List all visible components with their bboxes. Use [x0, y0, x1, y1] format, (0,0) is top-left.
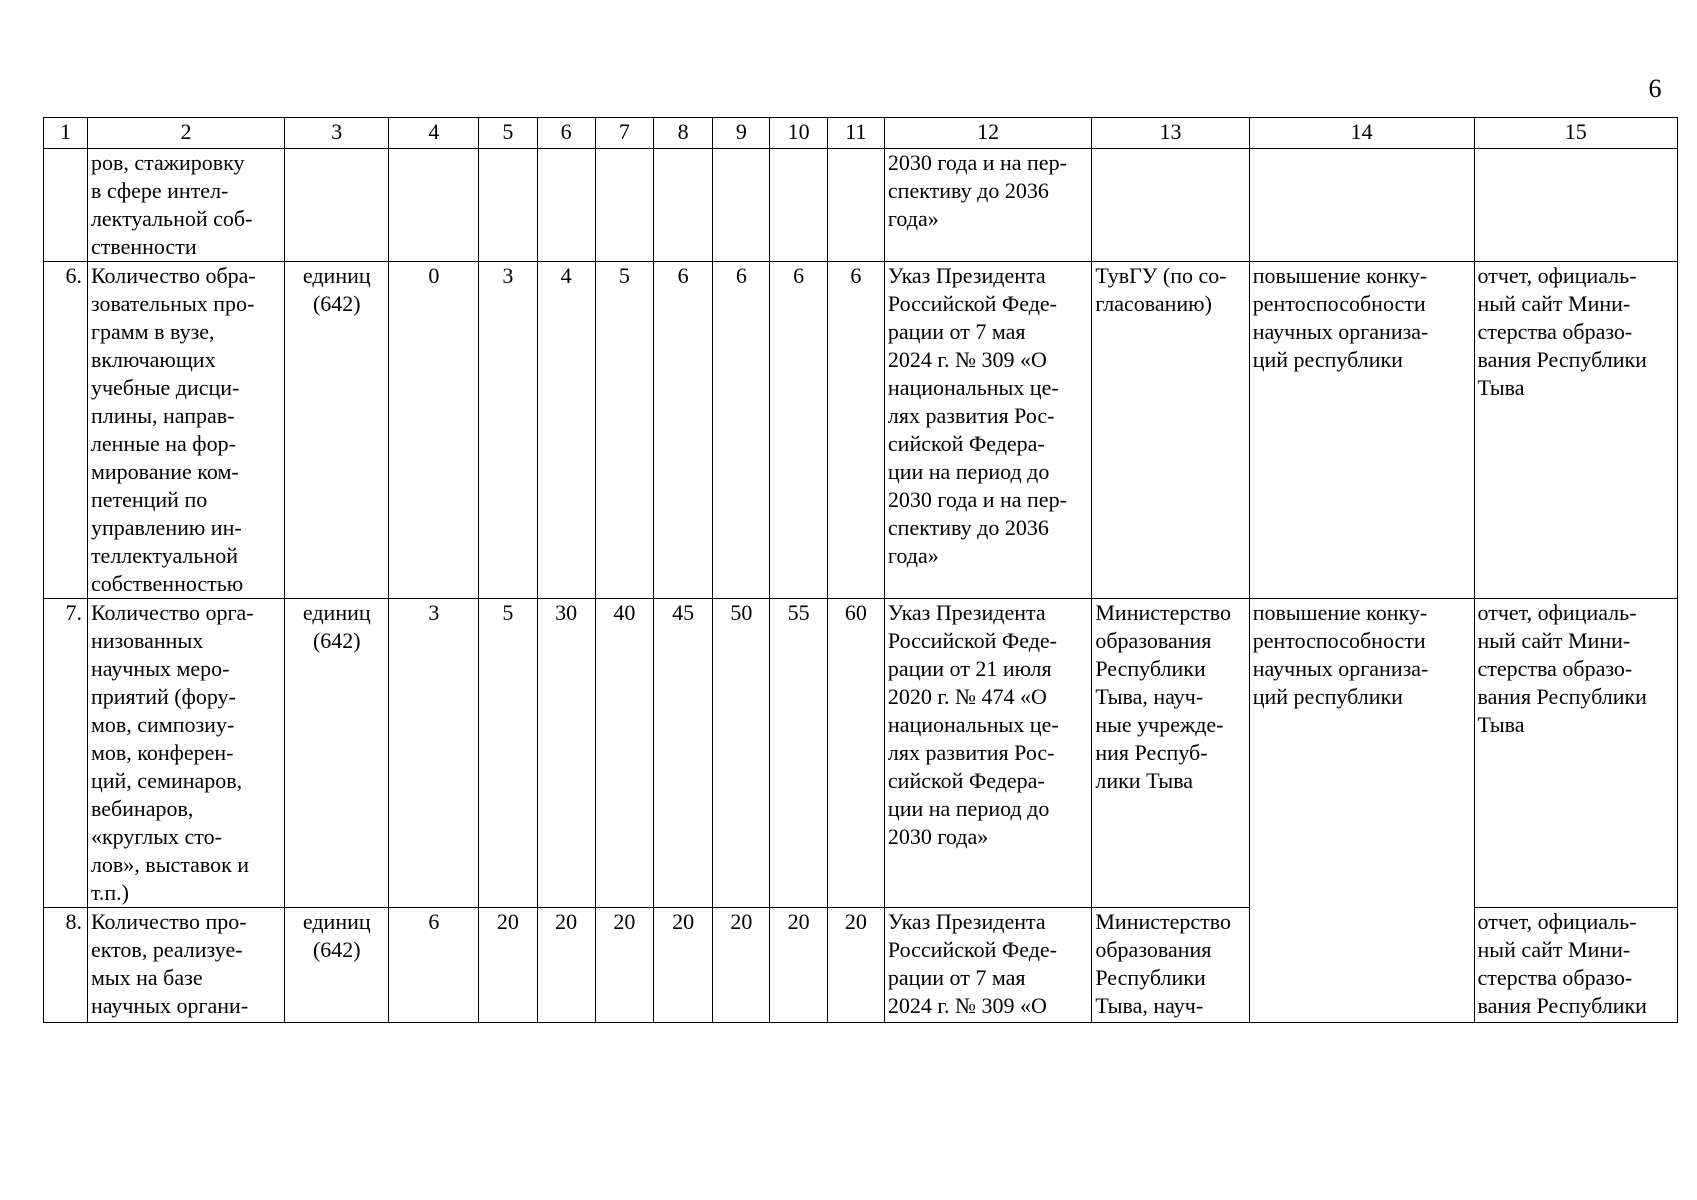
value-cell — [827, 149, 884, 262]
basis-cell: Указ Президента Российской Феде- рации от 7 мая 2024 г. № 309 «О — [884, 908, 1091, 1023]
value-cell — [595, 149, 653, 262]
table-row — [44, 908, 1678, 1023]
basis-cell: Указ Президента Российской Феде- рации от 21 июля 2020 г. № 474 «О национальных це- лях развития Рос- сийской Федера- ции на период до 2030 года» — [884, 599, 1091, 908]
value-cell: 5 — [595, 262, 653, 599]
source-cell: отчет, официаль- ный сайт Мини- стерства образо- вания Республики — [1474, 908, 1677, 1023]
basis-cell: Указ Президента Российской Феде- рации от 7 мая 2024 г. № 309 «О национальных це- лях развития Рос- сийской Федера- ции на период до 2030 года и на пер- спективу до 2036 года» — [884, 262, 1091, 599]
value-cell: 6 — [654, 262, 713, 599]
row-number: 8. — [44, 908, 88, 1023]
col-header: 4 — [389, 118, 479, 149]
indicator-name: ров, стажировку в сфере интел- лектуальной соб- ственности — [87, 149, 284, 262]
value-cell: 6 — [770, 262, 827, 599]
col-header: 9 — [713, 118, 770, 149]
effect-cell — [1249, 149, 1474, 262]
col-header: 8 — [654, 118, 713, 149]
value-cell: 20 — [827, 908, 884, 1023]
value-cell: 60 — [827, 599, 884, 908]
responsible-cell: ТувГУ (по со- гласованию) — [1092, 262, 1249, 599]
value-cell: 6 — [389, 908, 479, 1023]
value-cell: 45 — [654, 599, 713, 908]
table-row — [44, 262, 1678, 599]
col-header: 15 — [1474, 118, 1677, 149]
row-number: 6. — [44, 262, 88, 599]
value-cell: 6 — [713, 262, 770, 599]
source-cell: отчет, официаль- ный сайт Мини- стерства образо- вания Республики Тыва — [1474, 262, 1677, 599]
col-header: 6 — [537, 118, 595, 149]
col-header: 7 — [595, 118, 653, 149]
value-cell — [713, 149, 770, 262]
value-cell: 20 — [479, 908, 537, 1023]
col-header: 11 — [827, 118, 884, 149]
header-row — [44, 118, 1678, 149]
page-number: 6 — [1648, 74, 1662, 103]
indicators-table — [43, 117, 1678, 1023]
value-cell: 6 — [827, 262, 884, 599]
responsible-cell: Министерство образования Республики Тыва, науч- — [1092, 908, 1249, 1023]
value-cell: 20 — [770, 908, 827, 1023]
row-number: 7. — [44, 599, 88, 908]
col-header: 10 — [770, 118, 827, 149]
table-row — [44, 149, 1678, 262]
value-cell: 20 — [654, 908, 713, 1023]
value-cell: 20 — [595, 908, 653, 1023]
value-cell: 20 — [537, 908, 595, 1023]
row-number — [44, 149, 88, 262]
value-cell: 3 — [479, 262, 537, 599]
value-cell: 0 — [389, 262, 479, 599]
unit-cell — [285, 149, 389, 262]
value-cell — [479, 149, 537, 262]
value-cell — [654, 149, 713, 262]
effect-cell: повышение конку- рентоспособности научных организа- ций республики — [1249, 262, 1474, 599]
col-header: 14 — [1249, 118, 1474, 149]
unit-cell: единиц (642) — [285, 908, 389, 1023]
unit-cell: единиц (642) — [285, 262, 389, 599]
table-row — [44, 599, 1678, 908]
indicator-name: Количество обра- зовательных про- грамм в вузе, включающих учебные дисци- плины, направ- ленные на фор- мирование ком- петенций по управлению ин- теллектуальной собственностью — [87, 262, 284, 599]
value-cell — [537, 149, 595, 262]
responsible-cell: Министерство образования Республики Тыва, науч- ные учрежде- ния Респуб- лики Тыва — [1092, 599, 1249, 908]
value-cell: 3 — [389, 599, 479, 908]
col-header: 13 — [1092, 118, 1249, 149]
value-cell — [389, 149, 479, 262]
effect-cell — [1249, 908, 1474, 1023]
indicator-name: Количество орга- низованных научных меро- приятий (фору- мов, симпозиу- мов, конферен- ций, семинаров, вебинаров, «круглых сто- лов», выставок и т.п.) — [87, 599, 284, 908]
col-header: 5 — [479, 118, 537, 149]
source-cell: отчет, официаль- ный сайт Мини- стерства образо- вания Республики Тыва — [1474, 599, 1677, 908]
col-header: 1 — [44, 118, 88, 149]
col-header: 12 — [884, 118, 1091, 149]
indicator-name: Количество про- ектов, реализуе- мых на базе научных органи- — [87, 908, 284, 1023]
value-cell: 5 — [479, 599, 537, 908]
effect-cell: повышение конку- рентоспособности научных организа- ций республики — [1249, 599, 1474, 908]
value-cell: 30 — [537, 599, 595, 908]
col-header: 2 — [87, 118, 284, 149]
value-cell: 50 — [713, 599, 770, 908]
source-cell — [1474, 149, 1677, 262]
value-cell: 55 — [770, 599, 827, 908]
value-cell: 20 — [713, 908, 770, 1023]
col-header: 3 — [285, 118, 389, 149]
responsible-cell — [1092, 149, 1249, 262]
value-cell: 40 — [595, 599, 653, 908]
unit-cell: единиц (642) — [285, 599, 389, 908]
value-cell — [770, 149, 827, 262]
basis-cell: 2030 года и на пер- спективу до 2036 года» — [884, 149, 1091, 262]
value-cell: 4 — [537, 262, 595, 599]
